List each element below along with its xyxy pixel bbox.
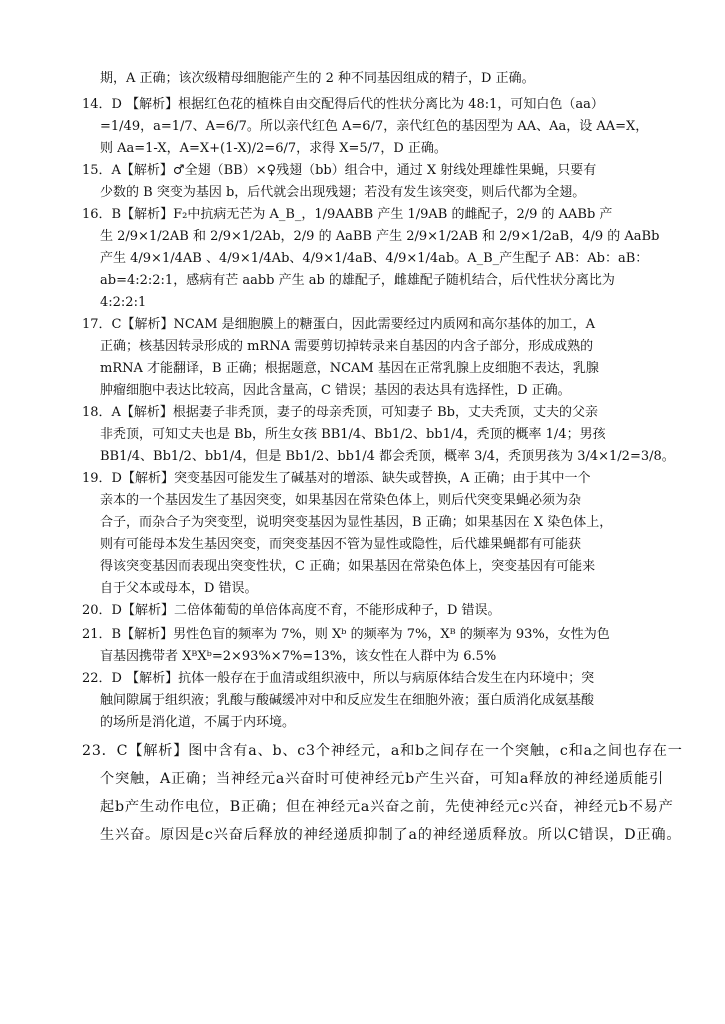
text-line: ab=4:2:2:1，感病有芒 aabb 产生 ab 的雄配子，雌雄配子随机结合，后代性状分离比为 xyxy=(100,273,615,288)
text-line: 少数的 B 突变为基因 b，后代就会出现残翅；若没有发生该突变，则后代都为全翅。 xyxy=(100,185,586,200)
text-line: 自于父本或母本，D 错误。 xyxy=(100,581,258,596)
text-line: mRNA 才能翻译，B 正确；根据题意，NCAM 基因在正常乳腺上皮细胞不表达，乳腺 xyxy=(100,361,599,376)
text-line: 20．D【解析】二倍体葡萄的单倍体高度不育，不能形成种子，D 错误。 xyxy=(82,603,501,618)
text-line: 正确；核基因转录形成的 mRNA 需要剪切掉转录来自基因的内含子部分，形成成熟的 xyxy=(100,339,594,354)
text-line: 生兴奋。原因是c兴奋后释放的神经递质抑制了a的神经递质释放。所以C错误，D正确。 xyxy=(100,827,682,843)
text-line: 18．A【解析】根据妻子非秃顶，妻子的母亲秃顶，可知妻子 Bb，丈夫秃顶，丈夫的父亲 xyxy=(82,405,598,420)
text-line: =1/49，a=1/7、A=6/7。所以亲代红色 A=6/7，亲代红色的基因型为 AA、Aa，设 AA=X， xyxy=(100,119,649,134)
text-line: 15．A【解析】♂全翅（BB）×♀残翅（bb）组合中，通过 X 射线处理雄性果蝇，只要有 xyxy=(82,163,597,178)
text-line: 4:2:2:1 xyxy=(100,295,147,310)
text-line: 合子，而杂合子为突变型，说明突变基因为显性基因，B 正确；如果基因在 X 染色体上， xyxy=(100,515,613,530)
text-line: 产生 4/9×1/4AB 、4/9×1/4Ab、4/9×1/4aB、4/9×1/4ab。A_B_产生配子 AB：Ab：aB： xyxy=(100,251,649,266)
text-line: 得该突变基因而表现出突变性状，C 正确；如果基因在常染色体上，突变基因有可能来 xyxy=(100,559,596,574)
text-line: 23．C【解析】图中含有a、b、c3个神经元，a和b之间存在一个突触，c和a之间也存在一 xyxy=(82,743,683,759)
text-line: 21．B【解析】男性色盲的频率为 7%，则 Xᵇ 的频率为 7%，Xᴮ 的频率为 93%，女性为色 xyxy=(82,627,610,642)
text-line: 盲基因携带者 XᴮXᵇ=2×93%×7%=13%，该女性在人群中为 6.5% xyxy=(100,649,497,664)
text-line: 14．D 【解析】根据红色花的植株自由交配得后代的性状分离比为 48:1，可知白色（aa） xyxy=(82,97,604,112)
text-line: 17．C【解析】NCAM 是细胞膜上的糖蛋白，因此需要经过内质网和高尔基体的加工，A xyxy=(82,317,596,332)
text-line: 19．D【解析】突变基因可能发生了碱基对的增添、缺失或替换，A 正确；由于其中一个 xyxy=(82,471,591,486)
text-line: 个突触，A正确；当神经元a兴奋时可使神经元b产生兴奋，可知a释放的神经递质能引 xyxy=(100,771,665,787)
text-line: 亲本的一个基因发生了基因突变，如果基因在常染色体上，则后代突变果蝇必须为杂 xyxy=(100,493,582,508)
text-line: BB1/4、Bb1/2、bb1/4，但是 Bb1/2、bb1/4 都会秃顶，概率 3/4，秃顶男孩为 3/4×1/2=3/8。 xyxy=(100,449,675,464)
text-line: 触间隙属于组织液；乳酸与酸碱缓冲对中和反应发生在细胞外液；蛋白质消化成氨基酸 xyxy=(100,693,595,708)
text-line: 期，A 正确；该次级精母细胞能产生的 2 种不同基因组成的精子，D 正确。 xyxy=(100,71,535,86)
text-line: 生 2/9×1/2AB 和 2/9×1/2Ab，2/9 的 AaBB 产生 2/9×1/2AB 和 2/9×1/2aB，4/9 的 AaBb xyxy=(100,229,660,244)
text-line: 则有可能母本发生基因突变，而突变基因不管为显性或隐性，后代雄果蝇都有可能获 xyxy=(100,537,582,552)
text-line: 肿瘤细胞中表达比较高，因此含量高，C 错误；基因的表达具有选择性，D 正确。 xyxy=(100,383,571,398)
text-line: 22．D 【解析】抗体一般存在于血清或组织液中，所以与病原体结合发生在内环境中；突 xyxy=(82,671,595,686)
text-line: 非秃顶，可知丈夫也是 Bb，所生女孩 BB1/4、Bb1/2、bb1/4，秃顶的概率 1/4；男孩 xyxy=(100,427,606,442)
text-line: 16．B【解析】F₂中抗病无芒为 A_B_，1/9AABB 产生 1/9AB 的雌配子，2/9 的 AABb 产 xyxy=(82,207,613,222)
text-line: 则 Aa=1-X，A=X+(1-X)/2=6/7，求得 X=5/7，D 正确。 xyxy=(100,141,447,156)
text-line: 的场所是消化道，不属于内环境。 xyxy=(100,715,296,730)
text-line: 起b产生动作电位，B正确；但在神经元a兴奋之前，先使神经元c兴奋，神经元b不易产 xyxy=(100,799,674,815)
